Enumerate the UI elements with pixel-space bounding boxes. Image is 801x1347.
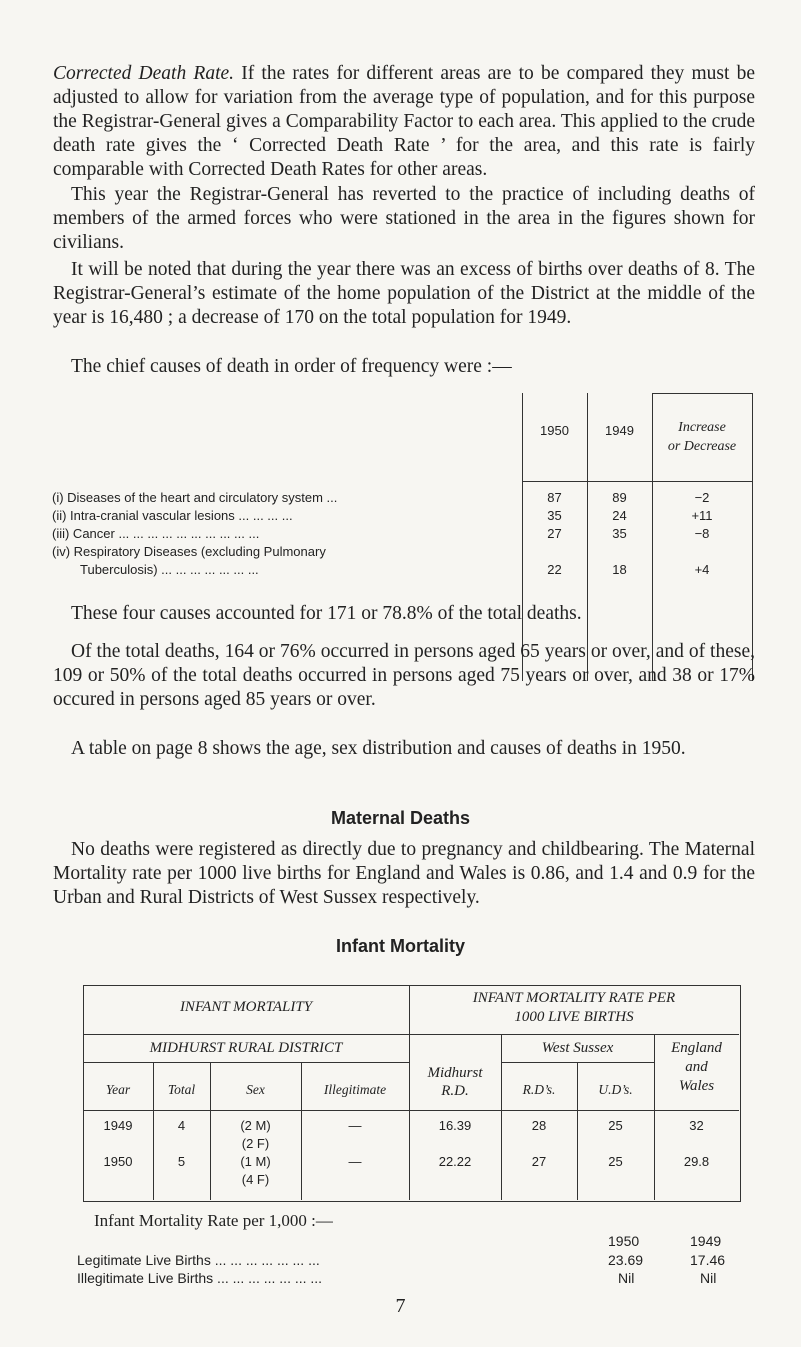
header-increase: Increase [678,420,726,435]
rate-col-1950: 1950 [608,1233,640,1249]
cause-change: −8 [694,526,710,541]
header-year: Year [105,1082,131,1097]
cell-year: 1950 [103,1154,133,1169]
cause-row-label: (ii) Intra-cranial vascular lesions ... ... ... ... [52,508,293,523]
cell-midhurst: 22.22 [438,1154,472,1169]
paragraph-corrected-death-rate [53,62,755,182]
infant-mortality-table [83,985,739,1200]
paragraph-lead: Corrected Death Rate. [53,63,235,84]
cause-row-label: (iv) Respiratory Diseases (excluding Pulmonary [52,544,326,559]
rate-col-1949: 1949 [690,1233,722,1249]
cell-rds: 27 [531,1154,547,1169]
cell-uds: 25 [608,1154,623,1169]
cell-illegitimate: — [348,1154,362,1169]
cell-sex: (2 M) [240,1118,271,1133]
page-number: 7 [395,1295,406,1317]
paragraph-body: If the rates for different areas are to be compared they must be adjusted to allow for variation from the average type of population, and for this purpose the Registrar-General gives a Comparability Factor to each area. This applied to the crude death rate gives the ‘ Corrected Death Rate ’ for the area, and this rate is fairly comparable with Corrected Death Rates for other areas. [53,63,755,180]
paragraph-population: It will be noted that during the year there was an excess of births over deaths of 8. The Registrar-General’s estimate of the home population of the District at the middle of the year is 16,480 ; a decrease of 170 on the total population for 1949. [53,259,755,328]
header-england: England [671,1040,722,1056]
cause-row-label: Tuberculosis) ... ... ... ... ... ... ... [80,562,259,577]
cell-illegitimate: — [348,1118,362,1133]
header-midhurst: Midhurst [427,1065,483,1081]
header-midhurst-rd: R.D. [441,1083,469,1099]
cause-value: 35 [547,508,562,523]
infant-rate-title: Infant Mortality Rate per 1,000 :— [94,1211,333,1230]
cell-midhurst: 16.39 [438,1118,472,1133]
heading-infant-mortality: Infant Mortality [336,936,465,956]
header-midhurst-district: MIDHURST RURAL DISTRICT [149,1040,343,1056]
header-rate-per: INFANT MORTALITY RATE PER [472,990,676,1006]
cell-england: 32 [689,1118,704,1133]
header-total: Total [167,1082,196,1097]
cause-value: 35 [612,526,627,541]
header-sex: Sex [246,1082,265,1097]
cell-sex: (1 M) [240,1154,271,1169]
cause-value: 18 [612,562,627,577]
cause-value: 27 [547,526,562,541]
header-and: and [685,1059,708,1075]
rate-value: 17.46 [690,1252,726,1268]
paragraph-four-causes: These four causes accounted for 171 or 78.8% of the total deaths. [71,603,582,624]
cause-row-label: (iii) Cancer ... ... ... ... ... ... ... ... ... ... [52,526,260,541]
rate-row-label: Illegitimate Live Births ... ... ... ... ... ... ... [77,1270,323,1286]
header-illegitimate: Illegitimate [323,1082,387,1097]
header-uds: U.D’s. [598,1082,633,1097]
header-decrease: or Decrease [667,439,737,454]
heading-maternal-deaths: Maternal Deaths [330,808,471,828]
header-live-births: 1000 LIVE BIRTHS [514,1009,634,1025]
cause-value: 24 [612,508,627,523]
rate-row-label: Legitimate Live Births ... ... ... ... ... ... ... [77,1252,320,1268]
cause-value: 87 [547,490,562,505]
paragraph-armed-forces: This year the Registrar-General has reverted to the practice of including deaths of members of the armed forces who were stationed in the area in the figures shown for civilians. [53,184,755,253]
cause-change: +11 [691,508,713,523]
cause-value: 22 [547,562,562,577]
cause-change: −2 [694,490,710,505]
header-1949: 1949 [605,423,634,438]
cause-row-label: (i) Diseases of the heart and circulatory system ... [52,490,338,505]
cell-uds: 25 [608,1118,623,1133]
paragraph-table-ref: A table on page 8 shows the age, sex distribution and causes of deaths in 1950. [71,738,686,759]
paragraph-chief-causes: The chief causes of death in order of frequency were :— [71,356,512,377]
header-1950: 1950 [540,423,569,438]
paragraph-age: Of the total deaths, 164 or 76% occurred in persons aged 65 years or over, and of these, 109 or 50% of the total deaths occurred in persons aged 75 years or over, and 38 or 17% occured in persons aged 85 years or over. [53,641,755,710]
cell-sex: (2 F) [241,1136,270,1151]
header-infant-mortality: INFANT MORTALITY [179,999,313,1015]
cell-total: 4 [177,1118,186,1133]
cause-change: +4 [694,562,710,577]
header-west-sussex: West Sussex [541,1040,614,1056]
header-rds: R.D’s. [522,1082,556,1097]
cell-england: 29.8 [683,1154,710,1169]
rate-value: Nil [700,1270,717,1286]
cell-sex: (4 F) [241,1172,270,1187]
paragraph-maternal: No deaths were registered as directly due to pregnancy and childbearing. The Maternal Mortality rate per 1000 live births for England and Wales is 0.86, and 1.4 and 0.9 for the Urban and Rural Districts of West Sussex respectively. [53,839,755,908]
rate-value: 23.69 [608,1252,644,1268]
cell-rds: 28 [531,1118,547,1133]
cause-value: 89 [612,490,627,505]
cell-total: 5 [177,1154,186,1169]
cell-year: 1949 [103,1118,133,1133]
rate-value: Nil [618,1270,635,1286]
header-wales: Wales [678,1078,715,1094]
